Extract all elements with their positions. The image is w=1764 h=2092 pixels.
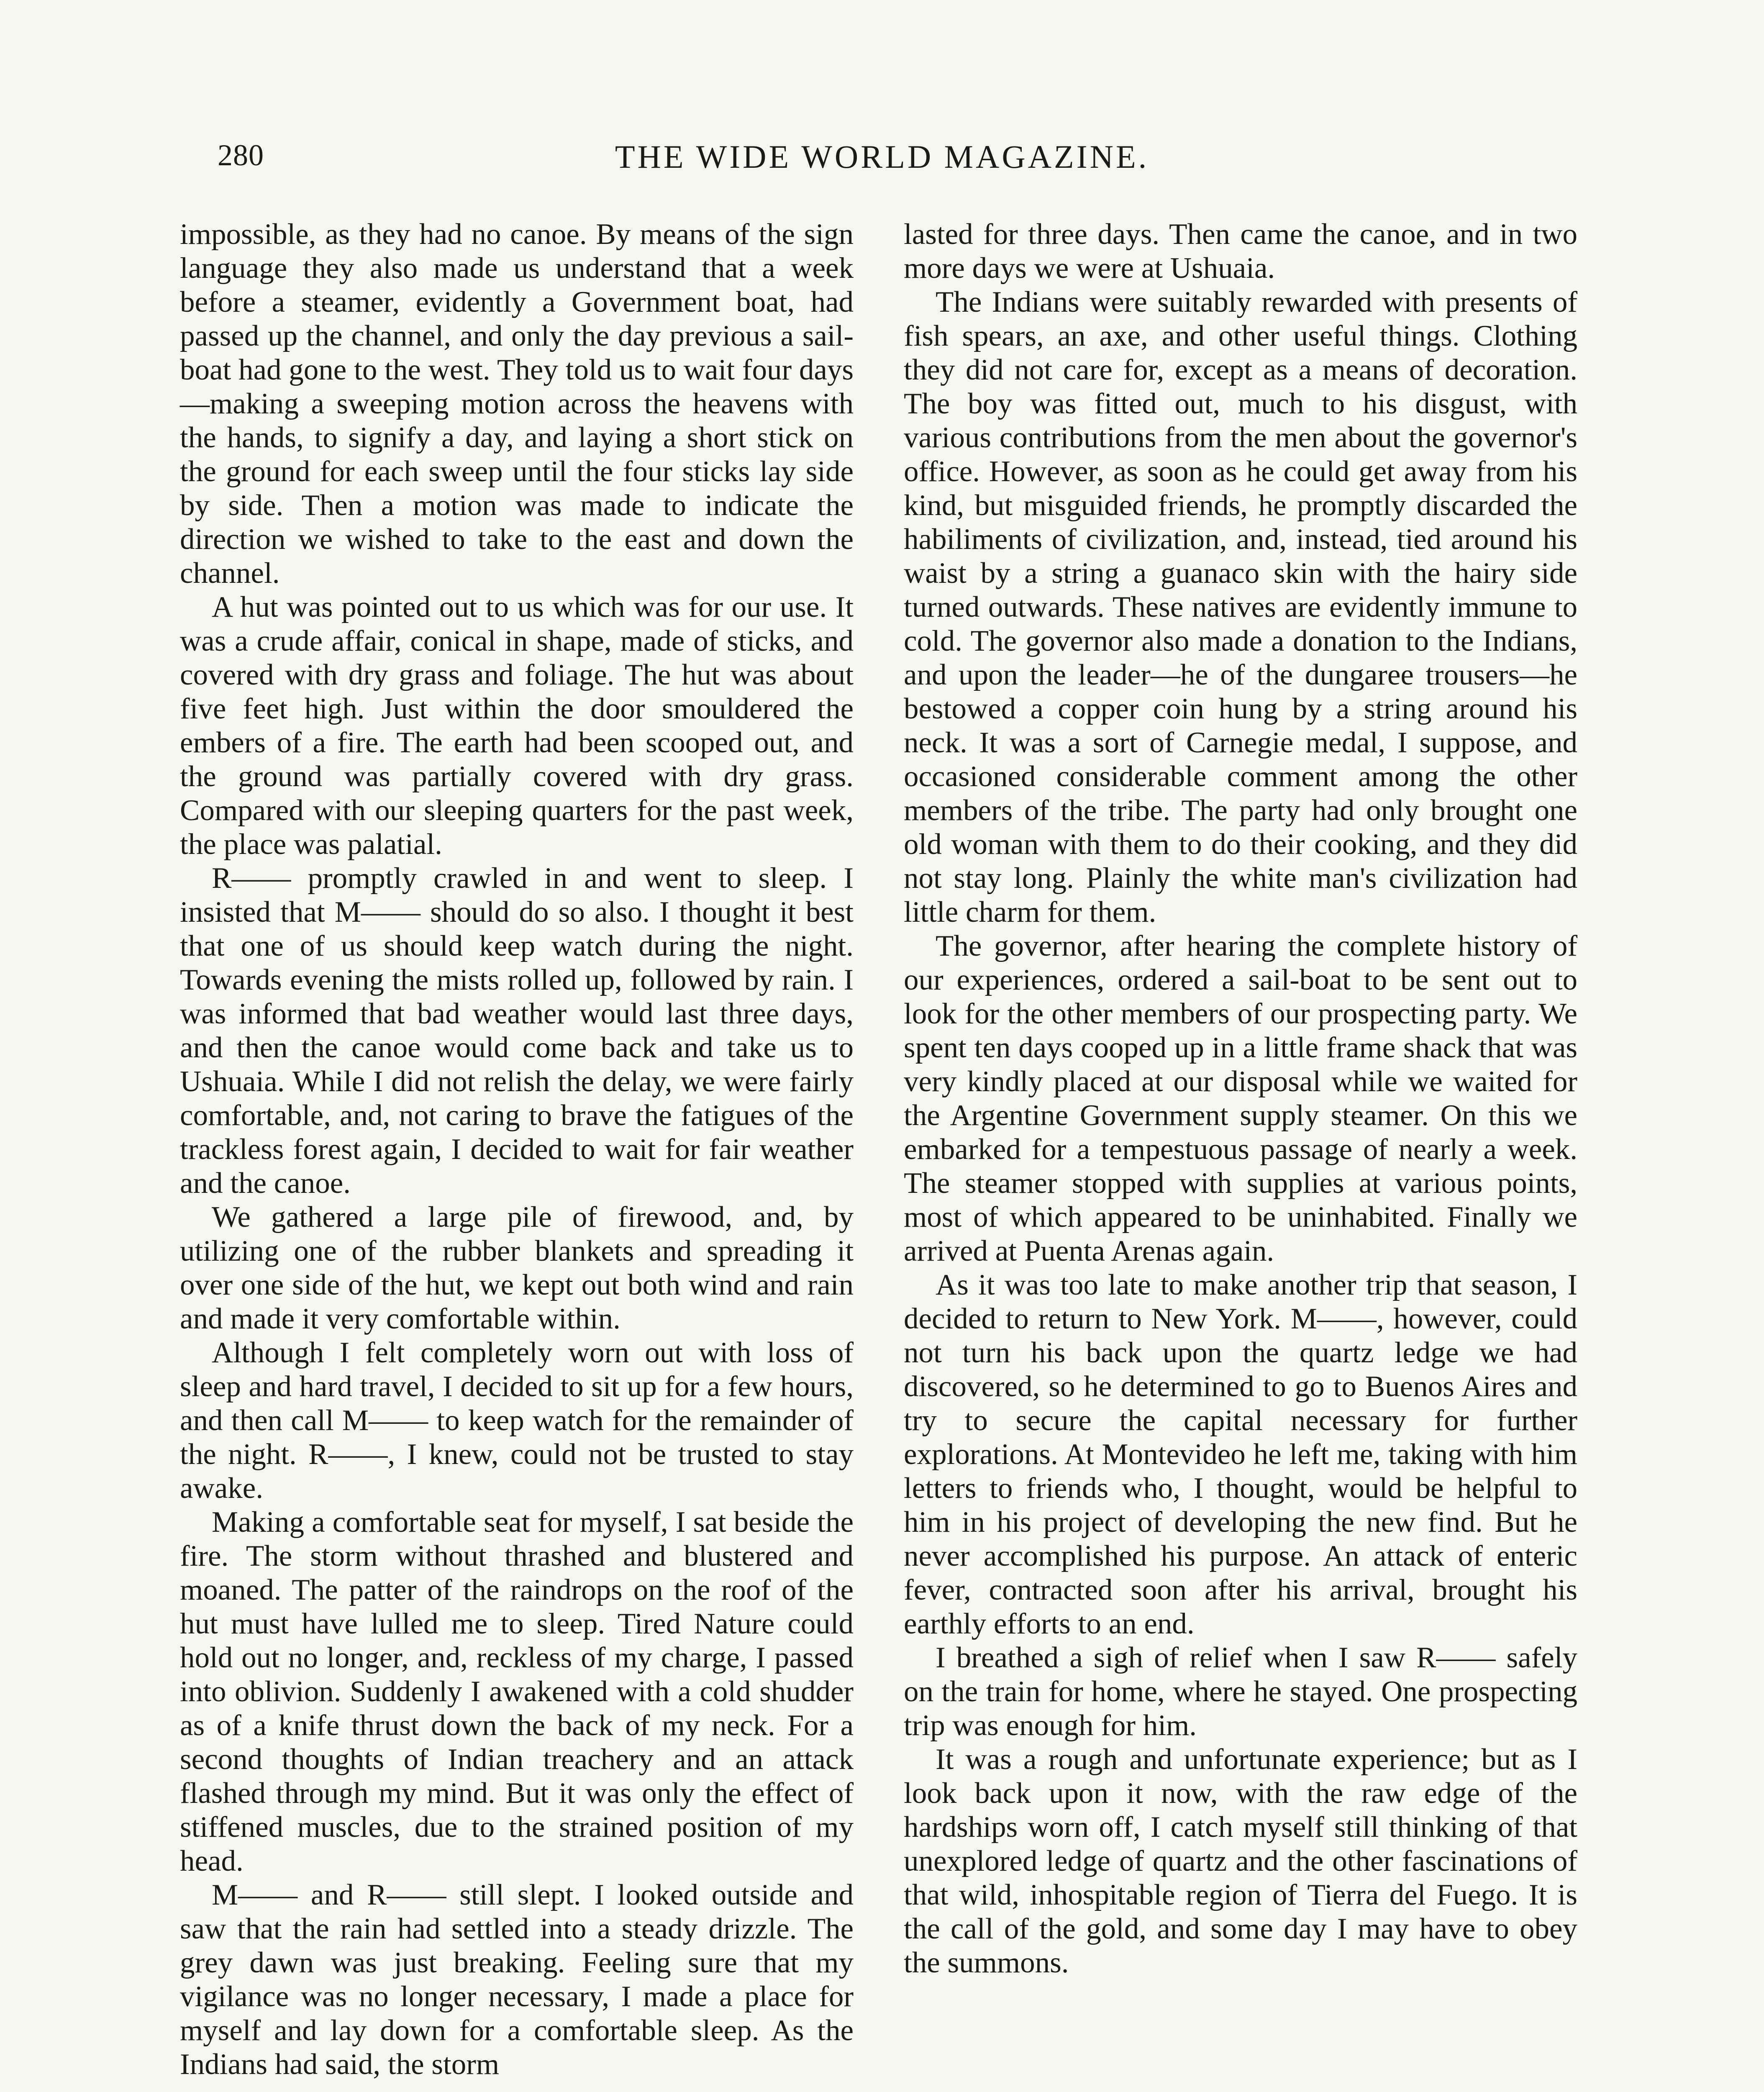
paragraph: A hut was pointed out to us which was for our use. It was a crude affair, conical in shape, made of sticks, and covered with dry grass and foliage. The hut was about five feet high. Just within the door smouldered the embers of a fire. The earth had been scooped out, and the ground was partially covered with dry grass. Compared with our sleeping quarters for the past week, the place was palatial. — [180, 591, 854, 861]
running-head: THE WIDE WORLD MAGAZINE. — [615, 138, 1149, 175]
paragraph: I breathed a sigh of relief when I saw R—— safely on the train for home, where he stayed. One prospecting trip was enough for him. — [904, 1641, 1577, 1742]
paragraph: Making a comfortable seat for myself, I sat beside the fire. The storm without thrashed and blustered and moaned. The patter of the raindrops on the roof of the hut must have lulled me to sleep. Tired Nature could hold out no longer, and, reckless of my charge, I passed into oblivion. Suddenly I awakened with a cold shudder as of a knife thrust down the back of my neck. For a second thoughts of Indian treachery and an attack flashed through my mind. But it was only the effect of stiffened muscles, due to the strained position of my head. — [180, 1506, 854, 1877]
paragraph: impossible, as they had no canoe. By means of the sign language they also made us understand that a week before a steamer, evidently a Government boat, had passed up the channel, and only the day previous a sail-boat had gone to the west. They told us to wait four days—making a sweeping motion across the heavens with the hands, to signify a day, and laying a short stick on the ground for each sweep until the four sticks lay side by side. Then a motion was made to indicate the direction we wished to take to the east and down the channel. — [180, 218, 854, 590]
paragraph: R—— promptly crawled in and went to sleep. I insisted that M—— should do so also. I thought it best that one of us should keep watch during the night. Towards evening the mists rolled up, followed by rain. I was informed that bad weather would last three days, and then the canoe would come back and take us to Ushuaia. While I did not relish the delay, we were fairly comfortable, and, not caring to brave the fatigues of the trackless forest again, I decided to wait for fair weather and the canoe. — [180, 862, 854, 1200]
page-number: 280 — [218, 138, 264, 172]
paragraph: M—— and R—— still slept. I looked outside and saw that the rain had settled into a steady drizzle. The grey dawn was just breaking. Feeling sure that my vigilance was no longer necessary, I made a place for myself and lay down for a comfortable sleep. As the Indians had said, the storm — [180, 1879, 854, 2081]
left-column — [180, 218, 854, 2082]
paragraph: lasted for three days. Then came the canoe, and in two more days we were at Ushuaia. — [904, 218, 1577, 285]
paragraph: The Indians were suitably rewarded with presents of fish spears, an axe, and other useful things. Clothing they did not care for, except as a means of decoration. The boy was fitted out, much to his disgust, with various contributions from the men about the governor's office. However, as soon as he could get away from his kind, but misguided friends, he promptly discarded the habiliments of civilization, and, instead, tied around his waist by a string a guanaco skin with the hairy side turned outwards. These natives are evidently immune to cold. The governor also made a donation to the Indians, and upon the leader—he of the dungaree trousers—he bestowed a copper coin hung by a string around his neck. It was a sort of Carnegie medal, I suppose, and occasioned considerable comment among the other members of the tribe. The party had only brought one old woman with them to do their cooking, and they did not stay long. Plainly the white man's civilization had little charm for them. — [904, 286, 1577, 928]
paragraph: As it was too late to make another trip that season, I decided to return to New York. M——, however, could not turn his back upon the quartz ledge we had discovered, so he determined to go to Buenos Aires and try to secure the capital necessary for further explorations. At Montevideo he left me, taking with him letters to friends who, I thought, would be helpful to him in his project of developing the new find. But he never accomplished his purpose. An attack of enteric fever, contracted soon after his arrival, brought his earthly efforts to an end. — [904, 1269, 1577, 1640]
paragraph: It was a rough and unfortunate experience; but as I look back upon it now, with the raw edge of the hardships worn off, I catch myself still thinking of that unexplored ledge of quartz and the other fascinations of that wild, inhospitable region of Tierra del Fuego. It is the call of the gold, and some day I may have to obey the summons. — [904, 1743, 1577, 1979]
paragraph: We gathered a large pile of firewood, and, by utilizing one of the rubber blankets and spreading it over one side of the hut, we kept out both wind and rain and made it very comfortable within. — [180, 1201, 854, 1335]
paragraph: Although I felt completely worn out with loss of sleep and hard travel, I decided to sit up for a few hours, and then call M—— to keep watch for the remainder of the night. R——, I knew, could not be trusted to stay awake. — [180, 1336, 854, 1505]
paragraph: The governor, after hearing the complete history of our experiences, ordered a sail-boat to be sent out to look for the other members of our prospecting party. We spent ten days cooped up in a little frame shack that was very kindly placed at our disposal while we waited for the Argentine Government supply steamer. On this we embarked for a tempestuous passage of nearly a week. The steamer stopped with supplies at various points, most of which appeared to be uninhabited. Finally we arrived at Puenta Arenas again. — [904, 930, 1577, 1267]
right-column — [904, 218, 1577, 1980]
